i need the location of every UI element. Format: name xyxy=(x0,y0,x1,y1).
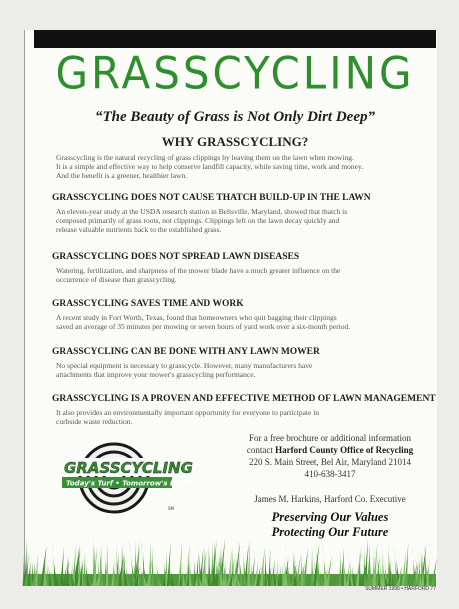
section-line: curbside waste reduction. xyxy=(56,417,133,426)
section-line: A recent study in Fort Worth, Texas, found that homeowners who quit bagging their clippings xyxy=(56,313,337,322)
section-heading: GRASSCYCLING SAVES TIME AND WORK xyxy=(52,299,244,309)
section-line: saved an average of 35 minutes per mowing or seven hours of yard work over a six-month period. xyxy=(56,322,351,331)
section-body xyxy=(56,361,386,379)
info-contact-line xyxy=(230,444,430,456)
grass-blade xyxy=(99,543,102,586)
grass-blade xyxy=(339,549,342,586)
section-body xyxy=(56,313,386,331)
section-line: attachments that improve your mower's grasscycling performance. xyxy=(56,370,256,379)
intro-line: And the benefit is a greener, healthier lawn. xyxy=(56,171,188,180)
section-line: An eleven-year study at the USDA research station in Beltsville, Maryland, showed that thatch is xyxy=(56,207,348,216)
page-subtitle: “The Beauty of Grass is Not Only Dirt Deep” xyxy=(95,109,375,125)
top-black-bar xyxy=(34,30,436,48)
grass-blade xyxy=(264,550,267,586)
section-body xyxy=(56,266,386,284)
page-footer: SUMMER 1996 • HARFORD 77 xyxy=(365,586,436,592)
county-executive: James M. Harkins, Harford Co. Executive xyxy=(254,494,406,504)
intro-line: It is a simple and effective way to help conserve landfill capacity, while saving time, work and money. xyxy=(56,162,364,171)
section-heading: GRASSCYCLING CAN BE DONE WITH ANY LAWN MOWER xyxy=(52,347,320,357)
grasscycling-logo xyxy=(56,436,193,516)
grass-blade xyxy=(83,552,86,586)
grass-blades xyxy=(23,538,437,586)
section-line: composed primarily of grass roots, not clippings. Clippings left on the lawn decay quickly and xyxy=(56,216,340,225)
section-body xyxy=(56,207,386,234)
section-line: Watering, fertilization, and sharpness of the mower blade have a much greater influence on the xyxy=(56,266,341,275)
logo-service-mark: SM xyxy=(168,506,174,511)
office-name: Harford County Office of Recycling xyxy=(275,445,414,455)
section-line: It also provides an environmentally important opportunity for everyone to participate in xyxy=(56,408,320,417)
page-title: GRASSCYCLING xyxy=(55,47,415,100)
logo-wordmark: GRASSCYCLING xyxy=(64,459,193,477)
section-body xyxy=(56,408,386,426)
info-contact-prefix: contact xyxy=(246,445,276,455)
section-heading: GRASSCYCLING DOES NOT SPREAD LAWN DISEASES xyxy=(52,252,300,262)
section-line: release valuable nutrients back to the established grass. xyxy=(56,225,222,234)
section-line: No special equipment is necessary to grasscycle. However, many manufacturers have xyxy=(56,361,313,370)
section-heading: GRASSCYCLING IS A PROVEN AND EFFECTIVE METHOD OF LAWN MANAGEMENT xyxy=(52,394,436,404)
logo-tagline: Today's Turf • Tomorrow's Earth xyxy=(66,479,192,488)
grass-border-icon xyxy=(24,530,436,586)
phone-number: 410-638-3417 xyxy=(304,469,356,479)
contact-info xyxy=(230,432,430,480)
why-heading: WHY GRASSCYCLING? xyxy=(161,134,309,149)
slogan-line: Preserving Our Values xyxy=(271,510,389,524)
section-line: occurrence of disease than grasscycling. xyxy=(56,275,177,284)
section-heading: GRASSCYCLING DOES NOT CAUSE THATCH BUILD-UP IN THE LAWN xyxy=(52,193,371,203)
intro-paragraph xyxy=(56,153,386,180)
address-line: 220 S. Main Street, Bel Air, Maryland 21014 xyxy=(248,457,412,467)
info-line: For a free brochure or additional information xyxy=(249,433,411,443)
intro-line: Grasscycling is the natural recycling of grass clippings by leaving them on the lawn when mowing. xyxy=(56,153,354,162)
slogan-line: Protecting Our Future xyxy=(271,525,389,539)
